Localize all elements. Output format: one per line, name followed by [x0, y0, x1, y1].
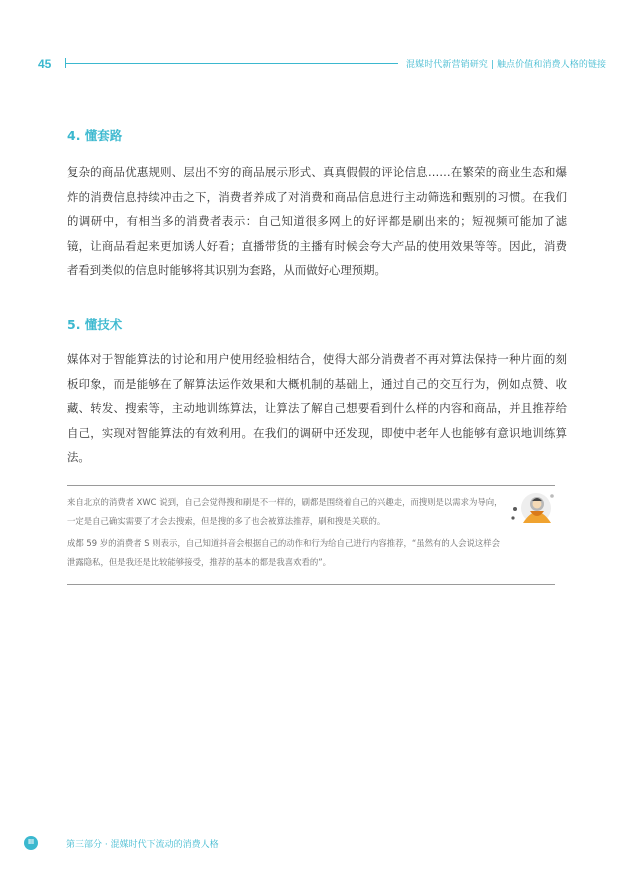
running-header-title: 混媒时代新营销研究 | 触点价值和消费人格的链接 [406, 60, 607, 70]
quote-bottom-rule [67, 584, 555, 585]
consumer-avatar-icon [507, 487, 557, 527]
consumer-quote-2: 成都 59 岁的消费者 S 则表示，自己知道抖音会根据自己的动作和行为给自己进行内容推荐，“虽然有的人会说这样会泄露隐私，但是我还是比较能够接受，推荐的基本的都是我喜欢看的”。 [67, 538, 500, 567]
header-rule [65, 63, 398, 64]
footer-part-title: 第三部分 · 混媒时代下流动的消费人格 [66, 840, 219, 850]
section-title-5: 5. 懂技术 [67, 317, 123, 332]
consumer-quote-1: 来自北京的消费者 XWC 说到，自己会觉得搜和刷是不一样的，刷都是围绕着自己的兴趣走，而搜则是以需求为导向，一定是自己确实需要了才会去搜索，但是搜的多了也会被算法推荐，刷和搜是关联的。 [67, 497, 503, 526]
part-badge: III [24, 836, 38, 850]
quote-top-rule [67, 485, 555, 486]
section-body-5: 媒体对于智能算法的讨论和用户使用经验相结合，使得大部分消费者不再对算法保持一种片面的刻板印象，而是能够在了解算法运作效果和大概机制的基础上，通过自己的交互行为，例如点赞、收藏、转发、搜索等，主动地训练算法，让算法了解自己想要看到什么样的内容和商品，并且推荐给自己，实现对智能算法的有效利用。在我们的调研中还发现，即使中老年人也能够有意识地训练算法。 [67, 352, 567, 465]
section-title-4: 4. 懂套路 [67, 128, 123, 143]
page-number: 45 [38, 57, 52, 71]
section-body-4: 复杂的商品优惠规则、层出不穷的商品展示形式、真真假假的评论信息……在繁荣的商业生态和爆炸的消费信息持续冲击之下，消费者养成了对消费和商品信息进行主动筛选和甄别的习惯。在我们的调研中，有相当多的消费者表示：自己知道很多网上的好评都是刷出来的；短视频可能加了滤镜，让商品看起来更加诱人好看；直播带货的主播有时候会夸大产品的使用效果等等。因此，消费者看到类似的信息时能够将其识别为套路，从而做好心理预期。 [67, 165, 567, 278]
